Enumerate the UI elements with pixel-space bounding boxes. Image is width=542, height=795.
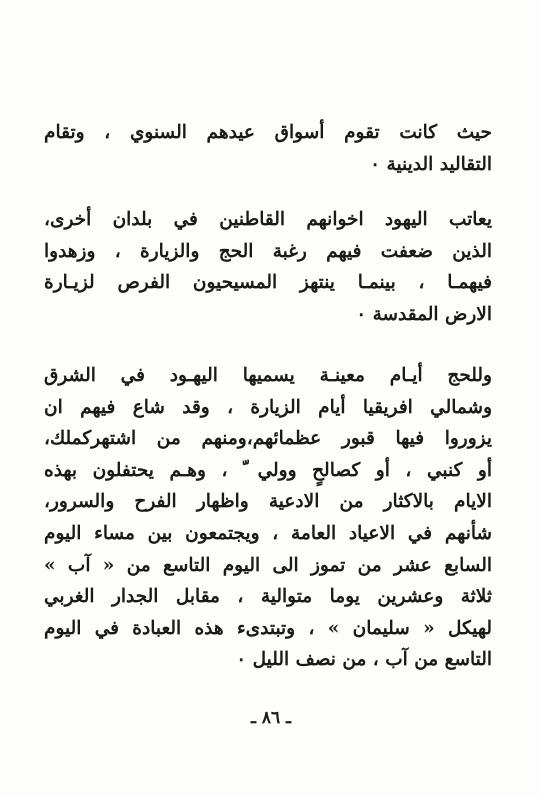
paragraph-line: يعاتب اليهود اخوانهم القاطنين في بلدان أخرى، (44, 209, 492, 230)
paragraph-2 (44, 204, 492, 330)
paragraph-1 (44, 117, 492, 180)
paragraph-line: فيهمـا ، بينمـا ينتهز المسيحيون الفرص لزيـارة (44, 272, 492, 294)
paragraph-line: وللحج أيـام معينـة يسميها اليهـود في الشرق (44, 365, 492, 386)
paragraph-line: التاسع من آب ، من نصف الليل ٠ (236, 649, 492, 671)
paragraph-line: التقاليد الدينية ٠ (370, 153, 492, 175)
paragraph-3 (44, 360, 492, 676)
paragraph-line: السابع عشر من تموز الى اليوم التاسع من « آب » (44, 554, 492, 576)
page-number: ـ ٨٦ ـ (250, 708, 292, 728)
paragraph-line: حيث كانت تقوم أسواق عيدهم السنوي ، وتقام (44, 122, 492, 143)
paragraph-line: الارض المقدسة ٠ (356, 303, 492, 325)
paragraph-line: الذين ضعفت فيهم رغبة الحج والزيارة ، وزهدوا (44, 240, 492, 262)
paragraph-line: لهيكل « سليمان » ، وتبتدىء هذه العبادة في اليوم (44, 617, 492, 639)
paragraph-line: يزوروا فيها قبور عظمائهم،ومنهم من اشتهركملك، (44, 428, 492, 450)
paragraph-line: شأنهم في الاعياد العامة ، ويجتمعون بين مساء اليوم (44, 522, 492, 544)
paragraph-line: ثلاثة وعشرين يوما متوالية ، مقابل الجدار الغربي (44, 586, 492, 608)
paragraph-line: وشمالي افريقيا أيام الزيارة ، وقد شاع فيهم ان (44, 396, 492, 418)
paragraph-line: الايام بالاكثار من الادعية واظهار الفرح والسرور، (44, 491, 492, 513)
paragraph-line: أو كنبي ، أو كصالحٍ وولي ّ ، وهـم يحتفلون بهذه (44, 459, 492, 481)
